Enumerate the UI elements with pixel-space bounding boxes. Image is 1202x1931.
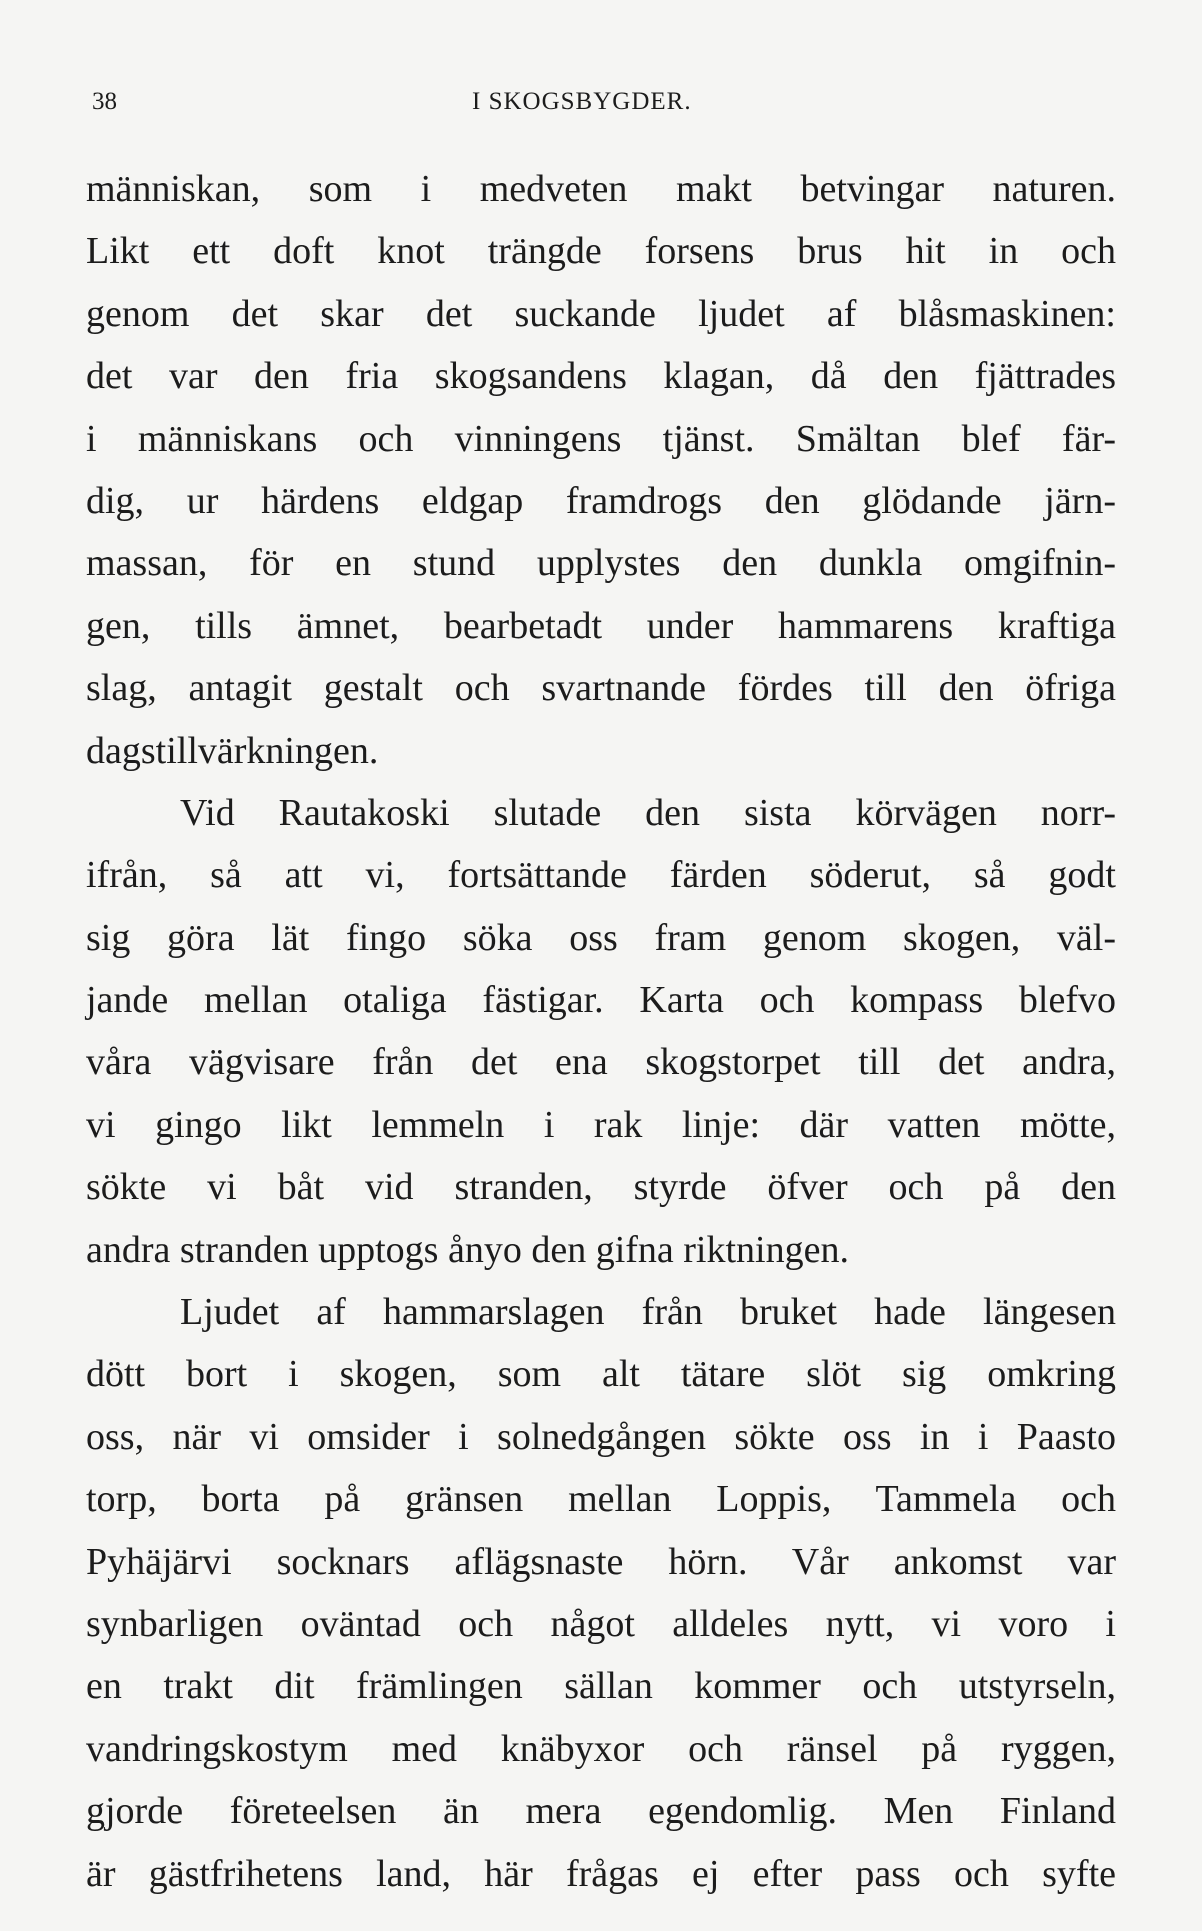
paragraph (86, 158, 1116, 782)
page-number: 38 (92, 88, 117, 115)
paragraph (86, 782, 1116, 1281)
text-line: dig, ur härdens eldgap framdrogs den glödande järn- (86, 479, 1116, 522)
text-line: det var den fria skogsandens klagan, då den fjättrades (86, 355, 1116, 398)
paragraph (86, 1281, 1116, 1905)
text-line: ifrån, så att vi, fortsättande färden söderut, så godt (86, 854, 1116, 897)
text-line: dagstillvärkningen. (86, 729, 379, 772)
text-line: genom det skar det suckande ljudet af blåsmaskinen: (86, 292, 1116, 335)
text-line: andra stranden upptogs ånyo den gifna riktningen. (86, 1228, 849, 1271)
text-line: synbarligen oväntad och något alldeles nytt, vi voro i (86, 1602, 1116, 1645)
text-line: är gästfrihetens land, här frågas ej efter pass och syfte (86, 1852, 1116, 1895)
text-line: vandringskostym med knäbyxor och ränsel på ryggen, (86, 1727, 1116, 1770)
text-line: gen, tills ämnet, bearbetadt under hammarens kraftiga (86, 604, 1116, 647)
text-line: oss, när vi omsider i solnedgången sökte oss in i Paasto (86, 1415, 1116, 1458)
text-line: slag, antagit gestalt och svartnande fördes till den öfriga (86, 667, 1116, 710)
text-line: Vid Rautakoski slutade den sista körvägen norr- (180, 791, 1116, 834)
body-text (86, 158, 1116, 1905)
text-line: sökte vi båt vid stranden, styrde öfver och på den (86, 1166, 1116, 1209)
running-title: I SKOGSBYGDER. (472, 88, 692, 115)
text-line: människan, som i medveten makt betvingar naturen. (86, 168, 1116, 210)
page-header (92, 88, 1112, 128)
text-line: Pyhäjärvi socknars aflägsnaste hörn. Vår ankomst var (86, 1540, 1116, 1583)
text-line: vi gingo likt lemmeln i rak linje: där vatten mötte, (86, 1103, 1116, 1146)
text-line: gjorde företeelsen än mera egendomlig. Men Finland (86, 1790, 1116, 1833)
text-line: jande mellan otaliga fästigar. Karta och kompass blefvo (86, 979, 1116, 1022)
text-line: torp, borta på gränsen mellan Loppis, Tammela och (86, 1478, 1116, 1521)
text-line: våra vägvisare från det ena skogstorpet till det andra, (86, 1041, 1116, 1084)
text-line: massan, för en stund upplystes den dunkla omgifnin- (86, 542, 1116, 585)
text-line: Ljudet af hammarslagen från bruket hade längesen (180, 1291, 1116, 1334)
text-line: i människans och vinningens tjänst. Smältan blef fär- (86, 417, 1116, 460)
text-line: dött bort i skogen, som alt tätare slöt sig omkring (86, 1353, 1116, 1396)
text-line: Likt ett doft knot trängde forsens brus hit in och (86, 230, 1116, 273)
text-line: sig göra lät fingo söka oss fram genom skogen, väl- (86, 916, 1116, 959)
text-line: en trakt dit främlingen sällan kommer och utstyrseln, (86, 1665, 1116, 1708)
